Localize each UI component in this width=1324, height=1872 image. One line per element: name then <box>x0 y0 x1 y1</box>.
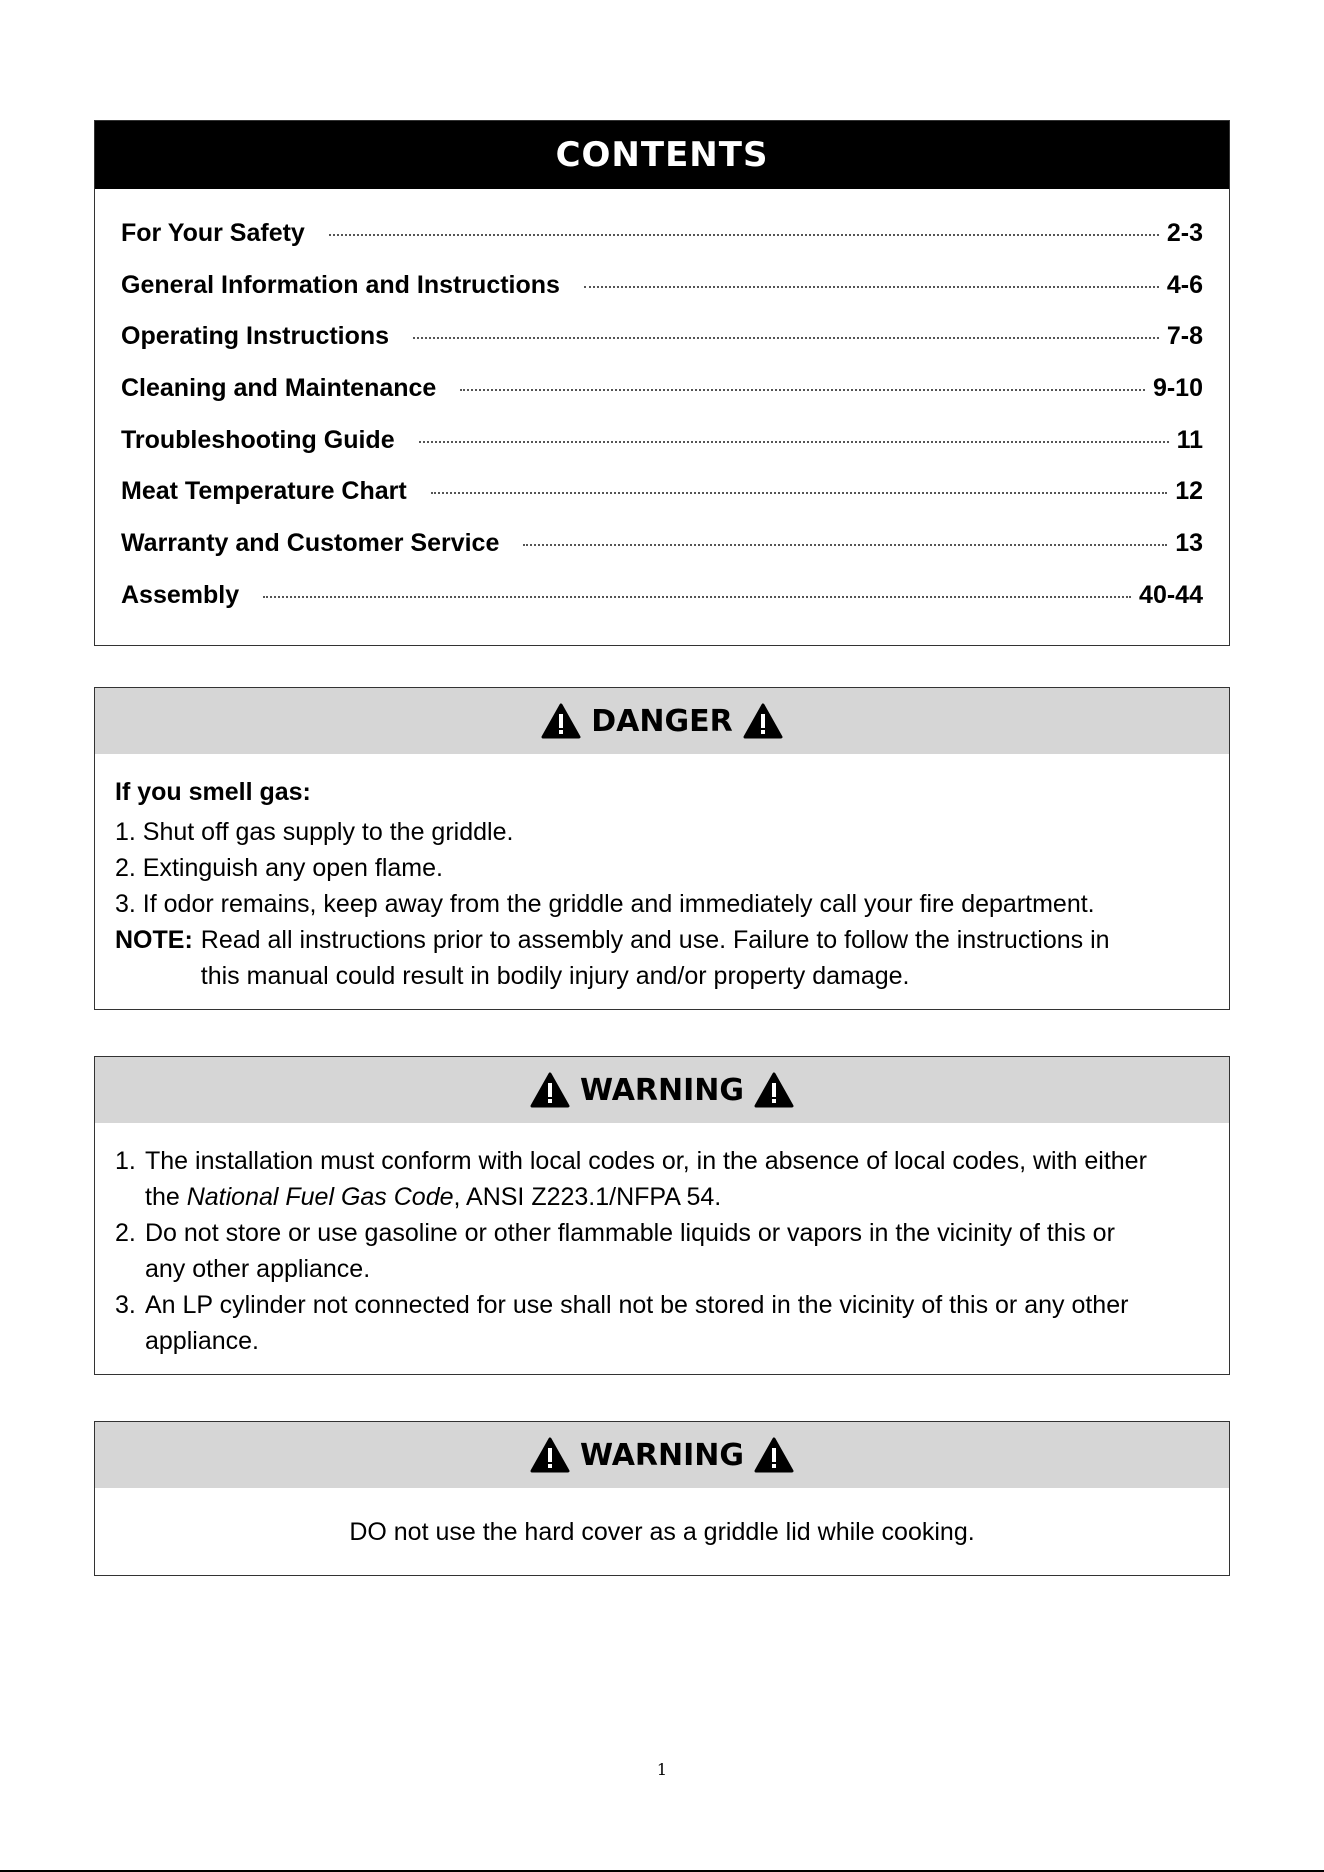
note-text-line: Read all instructions prior to assembly and use. Failure to follow the instructions in <box>200 926 1110 954</box>
toc-entry <box>121 529 1203 581</box>
toc-leader-dots <box>419 441 1169 443</box>
toc-leader-dots <box>413 337 1159 339</box>
contents-header <box>95 121 1229 189</box>
toc-entry-title: General Information and Instructions <box>121 270 560 299</box>
toc-leader-dots <box>329 234 1159 236</box>
toc-entry <box>121 581 1203 633</box>
toc-leader-dots <box>460 389 1145 391</box>
item-text: the National Fuel Gas Code, ANSI Z223.1/NFPA 54. <box>145 1183 722 1211</box>
item-number: 3. <box>115 1291 136 1319</box>
danger-note <box>115 922 1209 994</box>
warning-text: DO not use the hard cover as a griddle lid while cooking. <box>349 1518 975 1546</box>
toc-entry-title: Cleaning and Maintenance <box>121 374 437 403</box>
toc-entry <box>121 426 1203 478</box>
toc-entry-pages: 13 <box>1175 529 1203 558</box>
toc-leader-dots <box>431 492 1167 494</box>
item-text: appliance. <box>145 1327 259 1355</box>
item-text: An LP cylinder not connected for use shall not be stored in the vicinity of this or any other <box>145 1291 1129 1319</box>
toc-list <box>121 219 1203 633</box>
toc-entry-title: Troubleshooting Guide <box>121 425 395 454</box>
toc-entry-title: Warranty and Customer Service <box>121 529 500 558</box>
toc-entry-pages: 40-44 <box>1139 580 1203 609</box>
item-text: Do not store or use gasoline or other flammable liquids or vapors in the vicinity of this or <box>145 1219 1115 1247</box>
item-text: any other appliance. <box>145 1255 371 1283</box>
toc-entry-pages: 2-3 <box>1166 219 1203 247</box>
toc-entry-title: For Your Safety <box>121 219 305 247</box>
toc-entry-pages: 12 <box>1175 477 1203 506</box>
warning-title: WARNING <box>579 1072 745 1108</box>
toc-entry <box>121 374 1203 426</box>
warning-triangle-icon <box>754 1437 794 1473</box>
warning-section <box>94 1056 1230 1375</box>
page-number: 1 <box>656 1760 668 1779</box>
danger-section <box>94 687 1230 1010</box>
item-text: The installation must conform with local codes or, in the absence of local codes, with either <box>145 1147 1147 1175</box>
warning-item <box>115 1287 1215 1359</box>
toc-entry-title: Meat Temperature Chart <box>121 477 407 506</box>
code-title: National Fuel Gas Code <box>186 1183 454 1211</box>
danger-header <box>95 688 1229 754</box>
toc-entry-title: Operating Instructions <box>121 322 390 351</box>
warning-triangle-icon <box>754 1072 794 1108</box>
danger-item: 2. Extinguish any open flame. <box>115 854 443 882</box>
warning-item <box>115 1215 1215 1287</box>
contents-title: CONTENTS <box>555 135 769 175</box>
warning-title: WARNING <box>579 1437 745 1473</box>
toc-entry-pages: 4-6 <box>1166 270 1203 299</box>
warning-triangle-icon <box>743 703 783 739</box>
toc-entry <box>121 219 1203 271</box>
contents-section <box>94 120 1230 646</box>
toc-entry-title: Assembly <box>121 580 240 609</box>
danger-item: 1. Shut off gas supply to the griddle. <box>115 818 514 846</box>
warning-triangle-icon <box>530 1437 570 1473</box>
toc-entry <box>121 322 1203 374</box>
note-label: NOTE: <box>115 926 193 954</box>
item-number: 1. <box>115 1147 136 1175</box>
warning-header <box>95 1422 1229 1488</box>
danger-title: DANGER <box>591 703 733 739</box>
warning-body <box>115 1143 1215 1359</box>
toc-leader-dots <box>584 286 1159 288</box>
warning-header <box>95 1057 1229 1123</box>
toc-entry-pages: 9-10 <box>1152 374 1203 403</box>
warning-item <box>115 1143 1215 1215</box>
toc-entry <box>121 271 1203 323</box>
note-text-line: this manual could result in bodily injury and/or property damage. <box>200 962 910 990</box>
item-number: 2. <box>115 1219 136 1247</box>
danger-lead: If you smell gas: <box>115 778 311 806</box>
toc-entry-pages: 7-8 <box>1166 322 1203 351</box>
danger-body <box>115 774 1209 994</box>
warning-section <box>94 1421 1230 1576</box>
toc-entry <box>121 477 1203 529</box>
toc-leader-dots <box>523 544 1167 546</box>
warning-triangle-icon <box>530 1072 570 1108</box>
danger-item: 3. If odor remains, keep away from the griddle and immediately call your fire department. <box>115 890 1095 918</box>
toc-entry-pages: 11 <box>1176 425 1203 454</box>
warning-triangle-icon <box>541 703 581 739</box>
toc-leader-dots <box>263 596 1131 598</box>
